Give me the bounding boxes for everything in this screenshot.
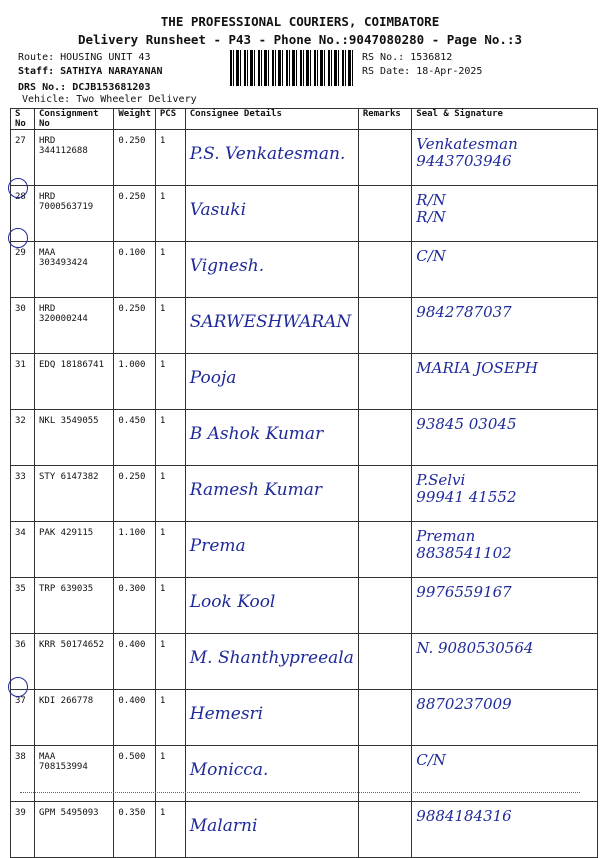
staff-label: Staff:	[18, 66, 55, 77]
col-consignee: Consignee Details	[185, 109, 358, 130]
cell-consignee-text: Prema	[189, 536, 246, 556]
cell-sno	[11, 746, 35, 802]
cell-sno-text: 34	[15, 528, 26, 538]
table-row	[11, 354, 598, 410]
cell-weight-text: 0.300	[118, 584, 146, 594]
cell-sno-text: 29	[15, 248, 26, 258]
cell-remarks	[358, 746, 411, 802]
cell-weight	[114, 410, 156, 466]
cell-signature-text: 8870237009	[416, 695, 512, 713]
cell-weight	[114, 634, 156, 690]
cell-signature	[412, 522, 598, 578]
route-label: Route:	[18, 52, 55, 63]
cell-consignee-text: P.S. Venkatesman.	[189, 144, 346, 164]
col-remarks: Remarks	[358, 109, 411, 130]
cell-signature	[412, 242, 598, 298]
cell-consignment	[34, 690, 113, 746]
cell-remarks	[358, 578, 411, 634]
cell-pcs-text: 1	[159, 248, 166, 258]
cell-sno-text: 35	[15, 584, 26, 594]
cell-sno	[11, 298, 35, 354]
cell-pcs-text: 1	[159, 528, 166, 538]
cell-consignment-text: KDI 266778	[38, 696, 94, 706]
cell-consignment-text: KRR 50174652	[38, 640, 105, 650]
cell-remarks	[358, 690, 411, 746]
route-line	[18, 52, 150, 63]
table-row	[11, 242, 598, 298]
col-pcs: PCS	[155, 109, 185, 130]
cell-signature	[412, 354, 598, 410]
cell-consignee-text: Vignesh.	[189, 256, 265, 276]
cell-signature-text: C/N	[416, 751, 446, 769]
cell-sno-text: 28	[15, 192, 26, 202]
cell-consignee	[185, 578, 358, 634]
table-row	[11, 466, 598, 522]
cell-weight-text: 1.100	[118, 528, 146, 538]
cell-signature	[412, 746, 598, 802]
cell-weight-text: 0.450	[118, 416, 146, 426]
cell-consignee	[185, 466, 358, 522]
cell-pcs	[155, 746, 185, 802]
cell-pcs	[155, 522, 185, 578]
cell-consignee	[185, 130, 358, 186]
cell-consignment	[34, 130, 113, 186]
cell-pcs	[155, 410, 185, 466]
cell-consignee-text: Pooja	[189, 368, 237, 388]
cell-consignee	[185, 802, 358, 858]
cell-consignment-text: HRD 7000563719	[38, 192, 94, 212]
rs-date-label: RS Date:	[362, 66, 411, 77]
cell-weight-text: 0.100	[118, 248, 146, 258]
cell-signature	[412, 298, 598, 354]
cell-consignment	[34, 746, 113, 802]
route-value: HOUSING UNIT 43	[60, 52, 151, 63]
cell-sno-text: 36	[15, 640, 26, 650]
cell-consignee	[185, 746, 358, 802]
drs-line	[18, 82, 150, 93]
cell-signature-text: Venkatesman 9443703946	[416, 135, 518, 170]
cell-consignment	[34, 354, 113, 410]
col-sno: S No	[11, 109, 35, 130]
cell-weight-text: 0.250	[118, 304, 146, 314]
cell-signature-text: MARIA JOSEPH	[416, 359, 539, 377]
table-row	[11, 522, 598, 578]
cell-signature	[412, 130, 598, 186]
cell-consignee-text: Ramesh Kumar	[189, 480, 322, 500]
circle-mark	[8, 178, 28, 198]
cell-pcs-text: 1	[159, 696, 166, 706]
cell-pcs-text: 1	[159, 360, 166, 370]
cell-consignment-text: MAA 708153994	[38, 752, 88, 772]
vehicle-line	[22, 94, 197, 105]
cell-sno-text: 39	[15, 808, 26, 818]
cell-consignee-text: Look Kool	[189, 592, 276, 612]
rs-date-line	[362, 66, 482, 77]
cell-weight-text: 0.250	[118, 472, 146, 482]
cell-consignment-text: PAK 429115	[38, 528, 94, 538]
cell-consignee	[185, 186, 358, 242]
col-consignment: Consignment No	[34, 109, 113, 130]
table-row	[11, 746, 598, 802]
cell-consignment	[34, 466, 113, 522]
cell-consignment-text: GPM 5495093	[38, 808, 99, 818]
cell-signature	[412, 634, 598, 690]
cell-signature-text: 9884184316	[416, 807, 512, 825]
cell-consignee	[185, 298, 358, 354]
cell-weight-text: 1.000	[118, 360, 146, 370]
cell-weight	[114, 298, 156, 354]
cell-weight	[114, 186, 156, 242]
rs-date-value: 18-Apr-2025	[416, 66, 483, 77]
cell-pcs-text: 1	[159, 136, 166, 146]
table-row	[11, 578, 598, 634]
cell-remarks	[358, 298, 411, 354]
cell-consignment-text: TRP 639035	[38, 584, 94, 594]
table-row	[11, 802, 598, 858]
cell-pcs	[155, 130, 185, 186]
circle-mark	[8, 228, 28, 248]
cell-weight	[114, 746, 156, 802]
cell-pcs	[155, 466, 185, 522]
cell-weight-text: 0.400	[118, 696, 146, 706]
cell-sno	[11, 578, 35, 634]
cell-pcs-text: 1	[159, 584, 166, 594]
rs-no-line	[362, 52, 452, 63]
cell-remarks	[358, 466, 411, 522]
col-weight: Weight	[114, 109, 156, 130]
cell-consignment-text: MAA 303493424	[38, 248, 88, 268]
cell-consignee	[185, 242, 358, 298]
cell-consignee	[185, 690, 358, 746]
cell-weight	[114, 522, 156, 578]
cell-consignment	[34, 410, 113, 466]
vehicle-label: Vehicle:	[22, 94, 71, 105]
table-row	[11, 690, 598, 746]
cell-consignee	[185, 634, 358, 690]
cell-signature-text: N. 9080530564	[416, 639, 534, 657]
cell-pcs-text: 1	[159, 192, 166, 202]
cell-signature-text: 93845 03045	[416, 415, 517, 433]
cell-pcs	[155, 186, 185, 242]
table-header-row	[11, 109, 598, 130]
cell-sno	[11, 410, 35, 466]
cell-weight	[114, 466, 156, 522]
cell-sno	[11, 522, 35, 578]
table-row	[11, 634, 598, 690]
cell-consignee-text: Malarni	[189, 816, 258, 836]
circle-mark	[8, 677, 28, 697]
cell-pcs	[155, 578, 185, 634]
cell-sno-text: 37	[15, 696, 26, 706]
cell-sno	[11, 354, 35, 410]
cell-signature	[412, 578, 598, 634]
cell-weight-text: 0.500	[118, 752, 146, 762]
cell-weight	[114, 578, 156, 634]
cell-consignee-text: Monicca.	[189, 760, 269, 780]
cell-remarks	[358, 130, 411, 186]
cell-consignment	[34, 634, 113, 690]
cell-consignee-text: Vasuki	[189, 200, 247, 220]
cell-consignment-text: NKL 3549055	[38, 416, 99, 426]
staff-line	[18, 66, 163, 77]
cell-remarks	[358, 802, 411, 858]
cell-weight-text: 0.250	[118, 136, 146, 146]
cell-consignee-text: M. Shanthypreeala	[189, 648, 354, 668]
cell-consignment-text: STY 6147382	[38, 472, 99, 482]
cell-consignment-text: EDQ 18186741	[38, 360, 105, 370]
cell-pcs	[155, 242, 185, 298]
cell-sno-text: 38	[15, 752, 26, 762]
rs-no-label: RS No.:	[362, 52, 405, 63]
cell-consignee	[185, 354, 358, 410]
delivery-table	[10, 108, 598, 858]
cell-pcs-text: 1	[159, 416, 166, 426]
staff-value: SATHIYA NARAYANAN	[60, 66, 163, 77]
cell-sno-text: 32	[15, 416, 26, 426]
drs-value: DCJB153681203	[72, 82, 151, 93]
cell-weight-text: 0.350	[118, 808, 146, 818]
cell-sno-text: 27	[15, 136, 26, 146]
cell-pcs-text: 1	[159, 752, 166, 762]
cell-remarks	[358, 522, 411, 578]
table-row	[11, 130, 598, 186]
cell-sno-text: 30	[15, 304, 26, 314]
cell-signature-text: 9976559167	[416, 583, 512, 601]
cell-pcs-text: 1	[159, 640, 166, 650]
cell-weight	[114, 242, 156, 298]
cell-consignee	[185, 522, 358, 578]
cell-pcs	[155, 690, 185, 746]
cell-consignment	[34, 802, 113, 858]
cell-signature	[412, 186, 598, 242]
cell-pcs	[155, 634, 185, 690]
table-row	[11, 410, 598, 466]
drs-label: DRS No.:	[18, 82, 67, 93]
cell-remarks	[358, 186, 411, 242]
cell-consignment-text: HRD 344112688	[38, 136, 88, 156]
table-row	[11, 186, 598, 242]
cell-pcs	[155, 802, 185, 858]
cell-signature-text: Preman 8838541102	[416, 527, 512, 562]
cell-sno	[11, 130, 35, 186]
cell-pcs-text: 1	[159, 304, 166, 314]
cell-weight-text: 0.250	[118, 192, 146, 202]
cell-sno	[11, 690, 35, 746]
cell-weight	[114, 354, 156, 410]
cell-remarks	[358, 354, 411, 410]
cell-consignment	[34, 298, 113, 354]
cell-remarks	[358, 410, 411, 466]
cell-weight	[114, 690, 156, 746]
cell-signature-text: R/N R/N	[416, 191, 446, 226]
cell-pcs-text: 1	[159, 472, 166, 482]
cell-remarks	[358, 634, 411, 690]
cell-weight-text: 0.400	[118, 640, 146, 650]
cell-weight	[114, 802, 156, 858]
cell-sno	[11, 802, 35, 858]
cell-pcs	[155, 298, 185, 354]
vehicle-value: Two Wheeler Delivery	[76, 94, 197, 105]
cell-consignment-text: HRD 320000244	[38, 304, 88, 324]
cell-signature	[412, 690, 598, 746]
cell-pcs	[155, 354, 185, 410]
cell-consignee	[185, 410, 358, 466]
cell-consignee-text: Hemesri	[189, 704, 264, 724]
footer-divider	[20, 792, 580, 793]
cell-sno-text: 33	[15, 472, 26, 482]
cell-sno	[11, 466, 35, 522]
cell-signature	[412, 802, 598, 858]
cell-consignee-text: B Ashok Kumar	[189, 424, 324, 444]
document-subtitle: Delivery Runsheet - P43 - Phone No.:9047080280 - Page No.:3	[77, 32, 522, 47]
cell-sno	[11, 242, 35, 298]
cell-signature-text: P.Selvi 99941 41552	[416, 471, 517, 506]
cell-consignment	[34, 522, 113, 578]
cell-consignee-text: SARWESHWARAN	[189, 312, 352, 332]
cell-consignment	[34, 186, 113, 242]
cell-signature-text: C/N	[416, 247, 446, 265]
cell-signature-text: 9842787037	[416, 303, 512, 321]
cell-sno-text: 31	[15, 360, 26, 370]
runsheet-barcode	[230, 50, 354, 86]
document-title: THE PROFESSIONAL COURIERS, COIMBATORE	[160, 14, 440, 29]
cell-remarks	[358, 242, 411, 298]
cell-signature	[412, 410, 598, 466]
cell-consignment	[34, 242, 113, 298]
table-row	[11, 298, 598, 354]
cell-pcs-text: 1	[159, 808, 166, 818]
cell-signature	[412, 466, 598, 522]
rs-no-value: 1536812	[410, 52, 453, 63]
cell-weight	[114, 130, 156, 186]
cell-consignment	[34, 578, 113, 634]
col-signature: Seal & Signature	[412, 109, 598, 130]
